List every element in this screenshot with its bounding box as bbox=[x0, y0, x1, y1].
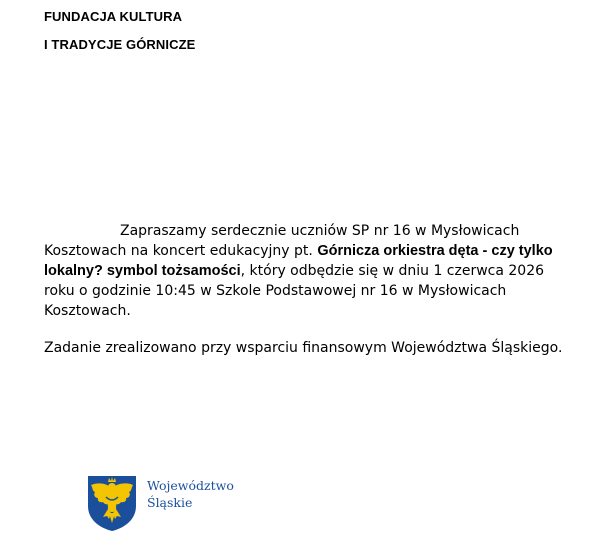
concert-title: Górnicza orkiestra dęta - czy tylko lokalny? symbol tożsamości bbox=[44, 243, 553, 279]
voivodeship-logo-text bbox=[147, 477, 234, 511]
foundation-name-line1: FUNDACJA KULTURA bbox=[44, 9, 183, 24]
invitation-paragraph bbox=[44, 221, 564, 321]
logo-text-line1: Województwo bbox=[147, 478, 234, 493]
logo-text-line2: Śląskie bbox=[147, 495, 193, 510]
silesian-eagle-shield-icon bbox=[82, 473, 142, 533]
invitation-text-start: Zapraszamy serdecznie uczniów SP nr 16 w Mysłowicach Kosztowach na koncert edukacyjny pt. bbox=[44, 223, 520, 259]
support-note: Zadanie zrealizowano przy wsparciu finansowym Województwa Śląskiego. bbox=[44, 340, 563, 356]
foundation-name-line2: I TRADYCJE GÓRNICZE bbox=[44, 37, 196, 52]
invitation-text-end: , który odbędzie się w dniu 1 czerwca 2026 roku o godzinie 10:45 w Szkole Podstawowej nr 16 w Mysłowicach Kosztowach. bbox=[44, 263, 545, 319]
